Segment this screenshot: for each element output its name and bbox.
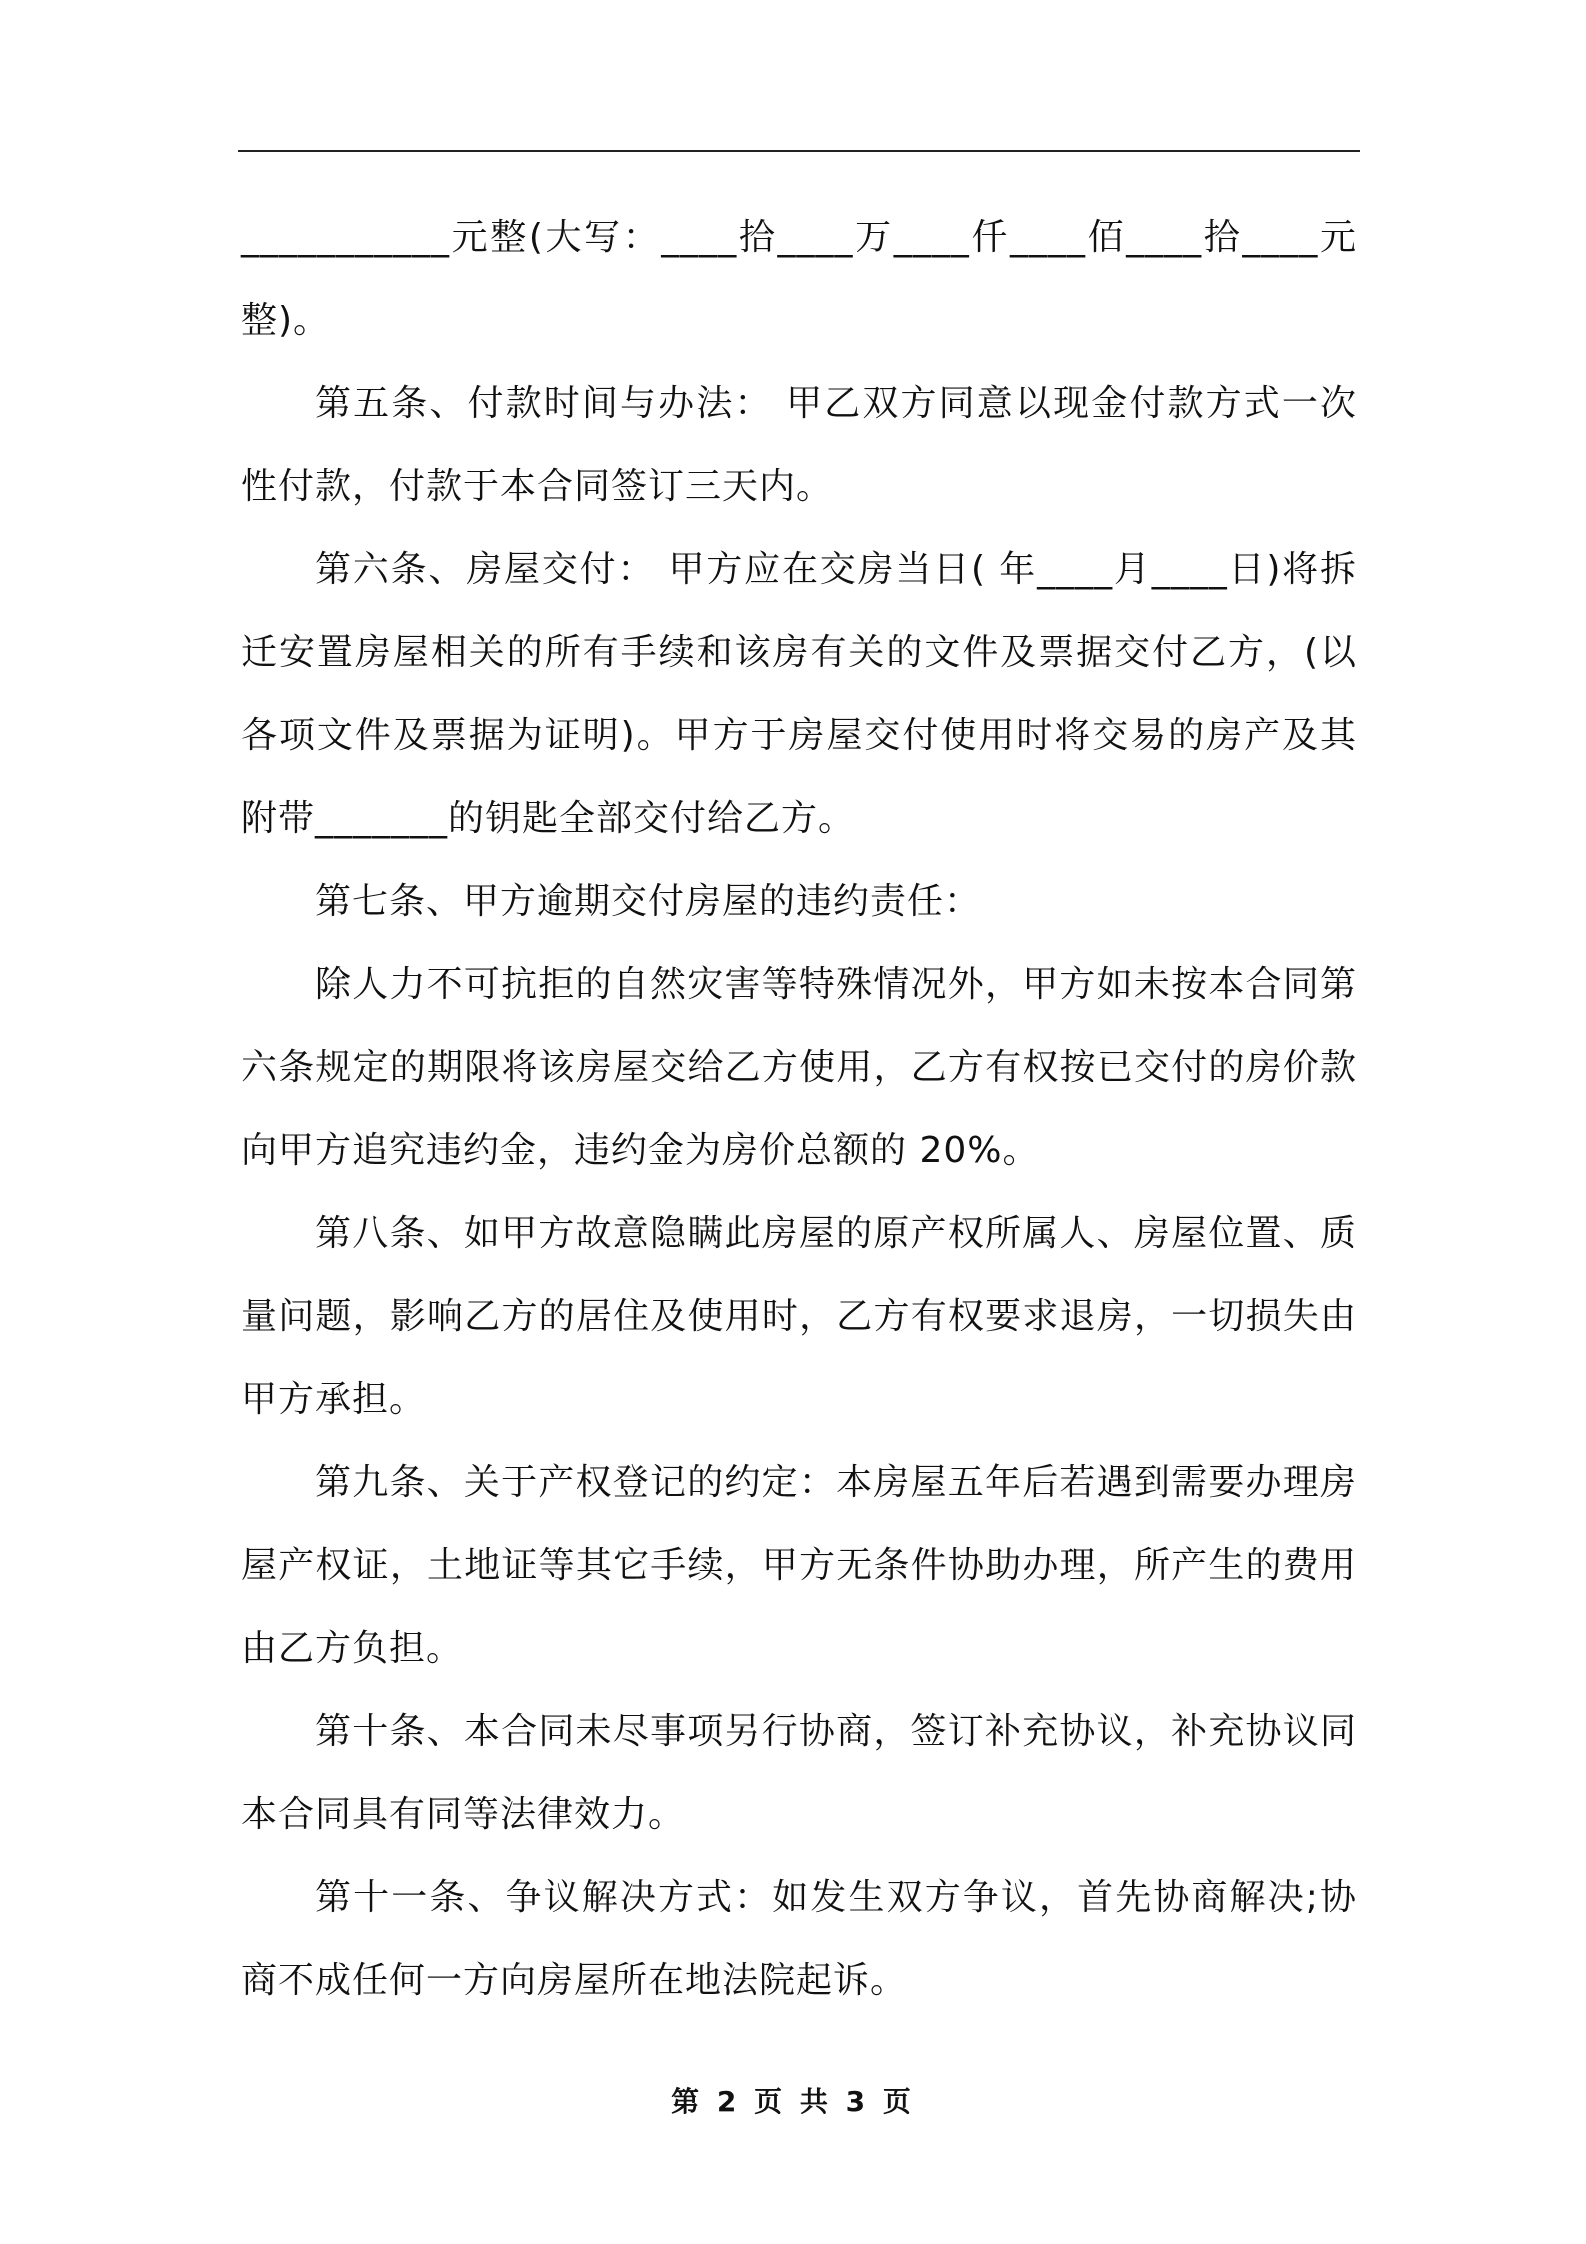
paragraph-amount-continued: ___________元整(大写：____拾____万____仟____佰____拾____元整)。 xyxy=(241,217,1357,341)
paragraph-article-7-body: 除人力不可抗拒的自然灾害等特殊情况外，甲方如未按本合同第六条规定的期限将该房屋交给乙方使用，乙方有权按已交付的房价款向甲方追究违约金，违约金为房价总额的 20%。 xyxy=(241,964,1357,1171)
paragraph-article-11: 第十一条、争议解决方式：如发生双方争议，首先协商解决;协商不成任何一方向房屋所在地法院起诉。 xyxy=(241,1877,1357,2001)
header-rule xyxy=(238,150,1360,152)
paragraph-article-7-title: 第七条、甲方逾期交付房屋的违约责任： xyxy=(315,881,982,922)
paragraph-article-10: 第十条、本合同未尽事项另行协商，签订补充协议，补充协议同本合同具有同等法律效力。 xyxy=(241,1711,1357,1835)
paragraph-article-6: 第六条、房屋交付： 甲方应在交房当日( 年____月____日)将拆迁安置房屋相关的所有手续和该房有关的文件及票据交付乙方，(以各项文件及票据为证明)。甲方于房屋交付使用时将交易的房产及其附带_______的钥匙全部交付给乙方。 xyxy=(241,549,1357,839)
paragraph-article-5: 第五条、付款时间与办法： 甲乙双方同意以现金付款方式一次性付款，付款于本合同签订三天内。 xyxy=(241,383,1357,507)
paragraph-article-8: 第八条、如甲方故意隐瞒此房屋的原产权所属人、房屋位置、质量问题，影响乙方的居住及使用时，乙方有权要求退房，一切损失由甲方承担。 xyxy=(241,1213,1357,1420)
page-number-footer: 第 2 页 共 3 页 xyxy=(671,2085,915,2118)
document-body xyxy=(241,196,1357,2022)
paragraph-article-9: 第九条、关于产权登记的约定：本房屋五年后若遇到需要办理房屋产权证，土地证等其它手续，甲方无条件协助办理，所产生的费用由乙方负担。 xyxy=(241,1462,1357,1669)
